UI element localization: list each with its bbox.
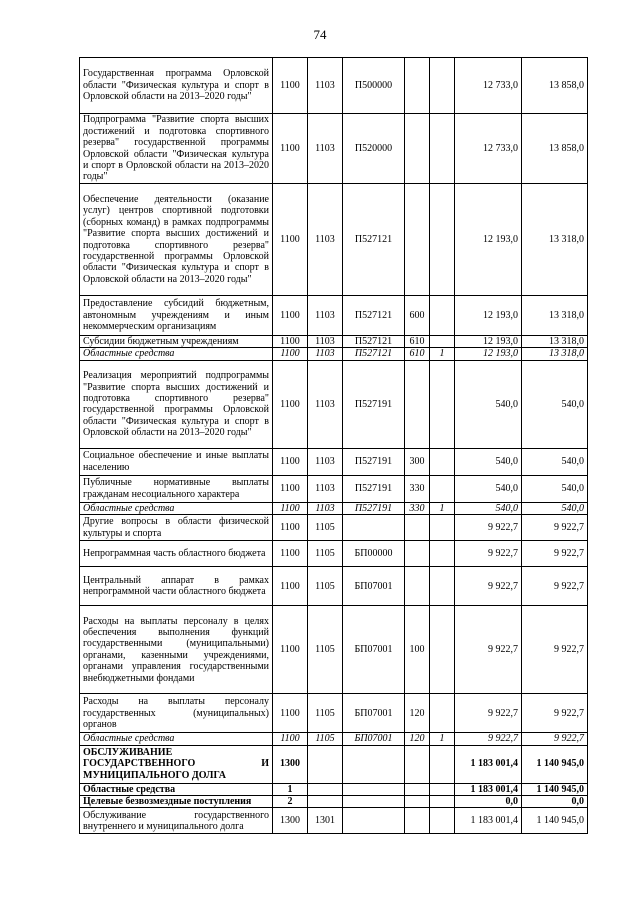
row-name-cell: Социальное обеспечение и иные выплаты населению <box>80 448 273 475</box>
source-code-cell <box>430 475 455 502</box>
source-code-cell: 1 <box>430 502 455 514</box>
expense-type-cell <box>405 58 430 114</box>
subsection-code-cell: 1103 <box>308 336 343 348</box>
source-code-cell <box>430 796 455 808</box>
row-name-cell: Реализация мероприятий подпрограммы "Развитие спорта высших достижений и подготовка спортивного резерва" государственной программы Орловской области "Физическая культура и спорт в Орловской области на 2013–2020 годы" <box>80 360 273 448</box>
row-name-cell: Субсидии бюджетным учреждениям <box>80 336 273 348</box>
section-code-cell: 1100 <box>273 475 308 502</box>
amount-2017-cell: 1 140 945,0 <box>522 745 588 783</box>
amount-2016-cell: 540,0 <box>455 360 522 448</box>
source-code-cell <box>430 694 455 733</box>
source-code-cell <box>430 745 455 783</box>
section-code-cell: 1100 <box>273 733 308 745</box>
amount-2016-cell: 12 733,0 <box>455 58 522 114</box>
table-row <box>80 114 588 184</box>
section-code-cell: 1100 <box>273 58 308 114</box>
section-code-cell: 1100 <box>273 541 308 567</box>
row-name-cell: Областные средства <box>80 783 273 795</box>
amount-2016-cell: 9 922,7 <box>455 606 522 694</box>
expense-type-cell <box>405 745 430 783</box>
table-row <box>80 808 588 834</box>
amount-2017-cell: 9 922,7 <box>522 733 588 745</box>
row-name-cell: Областные средства <box>80 733 273 745</box>
section-code-cell: 1100 <box>273 448 308 475</box>
subsection-code-cell: 1105 <box>308 606 343 694</box>
subsection-code-cell: 1103 <box>308 502 343 514</box>
amount-2017-cell: 540,0 <box>522 502 588 514</box>
subsection-code-cell: 1103 <box>308 184 343 296</box>
section-code-cell: 1100 <box>273 336 308 348</box>
source-code-cell <box>430 783 455 795</box>
section-code-cell: 1100 <box>273 184 308 296</box>
table-row <box>80 448 588 475</box>
amount-2017-cell: 13 858,0 <box>522 114 588 184</box>
amount-2016-cell: 1 183 001,4 <box>455 783 522 795</box>
amount-2017-cell: 9 922,7 <box>522 567 588 606</box>
subsection-code-cell: 1103 <box>308 448 343 475</box>
source-code-cell <box>430 296 455 336</box>
target-article-cell: БП00000 <box>343 541 405 567</box>
subsection-code-cell <box>308 745 343 783</box>
source-code-cell: 1 <box>430 733 455 745</box>
row-name-cell: Областные средства <box>80 502 273 514</box>
target-article-cell: П527191 <box>343 448 405 475</box>
source-code-cell <box>430 606 455 694</box>
expense-type-cell <box>405 184 430 296</box>
expense-type-cell: 600 <box>405 296 430 336</box>
source-code-cell <box>430 515 455 541</box>
expense-type-cell: 300 <box>405 448 430 475</box>
amount-2016-cell: 540,0 <box>455 502 522 514</box>
table-row <box>80 336 588 348</box>
table-row <box>80 348 588 360</box>
target-article-cell: П527121 <box>343 348 405 360</box>
source-code-cell <box>430 184 455 296</box>
target-article-cell: БП07001 <box>343 567 405 606</box>
amount-2017-cell: 540,0 <box>522 448 588 475</box>
target-article-cell: П527121 <box>343 184 405 296</box>
amount-2016-cell: 12 733,0 <box>455 114 522 184</box>
amount-2016-cell: 9 922,7 <box>455 567 522 606</box>
amount-2017-cell: 0,0 <box>522 796 588 808</box>
target-article-cell: БП07001 <box>343 733 405 745</box>
section-code-cell: 1100 <box>273 348 308 360</box>
source-code-cell <box>430 58 455 114</box>
expense-type-cell <box>405 808 430 834</box>
target-article-cell <box>343 515 405 541</box>
row-name-cell: Обслуживание государственного внутреннего и муниципального долга <box>80 808 273 834</box>
subsection-code-cell: 1103 <box>308 296 343 336</box>
subsection-code-cell: 1105 <box>308 694 343 733</box>
amount-2016-cell: 9 922,7 <box>455 541 522 567</box>
subsection-code-cell: 1105 <box>308 733 343 745</box>
expense-type-cell <box>405 515 430 541</box>
amount-2016-cell: 1 183 001,4 <box>455 745 522 783</box>
source-code-cell <box>430 114 455 184</box>
target-article-cell: БП07001 <box>343 694 405 733</box>
table-row <box>80 184 588 296</box>
amount-2017-cell: 9 922,7 <box>522 694 588 733</box>
expense-type-cell <box>405 360 430 448</box>
row-name-cell: ОБСЛУЖИВАНИЕ ГОСУДАРСТВЕННОГО И МУНИЦИПАЛЬНОГО ДОЛГА <box>80 745 273 783</box>
row-name-cell: Предоставление субсидий бюджетным, автономным учреждениям и иным некоммерческим организациям <box>80 296 273 336</box>
expense-type-cell <box>405 541 430 567</box>
section-code-cell: 1100 <box>273 694 308 733</box>
amount-2016-cell: 0,0 <box>455 796 522 808</box>
target-article-cell: П527191 <box>343 360 405 448</box>
amount-2016-cell: 540,0 <box>455 475 522 502</box>
source-code-cell <box>430 567 455 606</box>
amount-2017-cell: 9 922,7 <box>522 606 588 694</box>
source-code-cell <box>430 448 455 475</box>
table-row <box>80 567 588 606</box>
table-row <box>80 541 588 567</box>
subsection-code-cell: 1301 <box>308 808 343 834</box>
amount-2017-cell: 1 140 945,0 <box>522 808 588 834</box>
source-code-cell <box>430 541 455 567</box>
table-row <box>80 502 588 514</box>
row-name-cell: Подпрограмма "Развитие спорта высших достижений и подготовка спортивного резерва" государственной программы Орловской области "Физическая культура и спорт в Орловской области на 2013–2020 годы" <box>80 114 273 184</box>
section-code-cell: 1100 <box>273 114 308 184</box>
expense-type-cell: 330 <box>405 475 430 502</box>
amount-2016-cell: 12 193,0 <box>455 348 522 360</box>
amount-2016-cell: 9 922,7 <box>455 694 522 733</box>
amount-2016-cell: 1 183 001,4 <box>455 808 522 834</box>
target-article-cell <box>343 796 405 808</box>
expense-type-cell: 610 <box>405 336 430 348</box>
table-row <box>80 296 588 336</box>
section-code-cell: 2 <box>273 796 308 808</box>
row-name-cell: Государственная программа Орловской области "Физическая культура и спорт в Орловской области на 2013–2020 годы" <box>80 58 273 114</box>
subsection-code-cell: 1105 <box>308 541 343 567</box>
subsection-code-cell: 1105 <box>308 515 343 541</box>
amount-2017-cell: 540,0 <box>522 475 588 502</box>
subsection-code-cell: 1103 <box>308 475 343 502</box>
subsection-code-cell <box>308 783 343 795</box>
row-name-cell: Обеспечение деятельности (оказание услуг) центров спортивной подготовки (сборных команд) в рамках подпрограммы "Развитие спорта высших достижений и подготовка спортивного резерва" государственной программы Орловской области "Физическая культура и спорт в Орловской области на 2013–2020 годы" <box>80 184 273 296</box>
section-code-cell: 1100 <box>273 502 308 514</box>
section-code-cell: 1100 <box>273 515 308 541</box>
target-article-cell: П527191 <box>343 475 405 502</box>
section-code-cell: 1300 <box>273 808 308 834</box>
row-name-cell: Центральный аппарат в рамках непрограммной части областного бюджета <box>80 567 273 606</box>
target-article-cell: П500000 <box>343 58 405 114</box>
budget-table <box>79 57 588 834</box>
table-row <box>80 360 588 448</box>
expense-type-cell <box>405 567 430 606</box>
section-code-cell: 1 <box>273 783 308 795</box>
expense-type-cell: 120 <box>405 733 430 745</box>
table-row <box>80 733 588 745</box>
row-name-cell: Непрограммная часть областного бюджета <box>80 541 273 567</box>
amount-2016-cell: 12 193,0 <box>455 296 522 336</box>
expense-type-cell: 610 <box>405 348 430 360</box>
amount-2017-cell: 540,0 <box>522 360 588 448</box>
subsection-code-cell: 1105 <box>308 567 343 606</box>
row-name-cell: Областные средства <box>80 348 273 360</box>
target-article-cell <box>343 808 405 834</box>
row-name-cell: Расходы на выплаты персоналу в целях обеспечения выполнения функций государственными (муниципальными) органами, казенными учреждениями, органами управления государственными внебюджетными фондами <box>80 606 273 694</box>
subsection-code-cell: 1103 <box>308 58 343 114</box>
expense-type-cell: 330 <box>405 502 430 514</box>
target-article-cell: П527121 <box>343 296 405 336</box>
amount-2016-cell: 12 193,0 <box>455 336 522 348</box>
amount-2017-cell: 13 318,0 <box>522 296 588 336</box>
expense-type-cell <box>405 114 430 184</box>
row-name-cell: Расходы на выплаты персоналу государственных (муниципальных) органов <box>80 694 273 733</box>
table-row <box>80 58 588 114</box>
target-article-cell: П527191 <box>343 502 405 514</box>
subsection-code-cell <box>308 796 343 808</box>
subsection-code-cell: 1103 <box>308 348 343 360</box>
amount-2017-cell: 13 318,0 <box>522 348 588 360</box>
target-article-cell: П527121 <box>343 336 405 348</box>
amount-2017-cell: 9 922,7 <box>522 515 588 541</box>
source-code-cell: 1 <box>430 348 455 360</box>
table-row <box>80 475 588 502</box>
row-name-cell: Целевые безвозмездные поступления <box>80 796 273 808</box>
amount-2016-cell: 9 922,7 <box>455 733 522 745</box>
source-code-cell <box>430 336 455 348</box>
amount-2017-cell: 13 318,0 <box>522 184 588 296</box>
row-name-cell: Публичные нормативные выплаты гражданам несоциального характера <box>80 475 273 502</box>
table-row <box>80 745 588 783</box>
amount-2016-cell: 12 193,0 <box>455 184 522 296</box>
subsection-code-cell: 1103 <box>308 360 343 448</box>
table-row <box>80 515 588 541</box>
table-row <box>80 606 588 694</box>
amount-2017-cell: 13 318,0 <box>522 336 588 348</box>
expense-type-cell <box>405 796 430 808</box>
page-number: 74 <box>313 27 327 42</box>
amount-2017-cell: 9 922,7 <box>522 541 588 567</box>
expense-type-cell: 120 <box>405 694 430 733</box>
source-code-cell <box>430 360 455 448</box>
table-row <box>80 796 588 808</box>
section-code-cell: 1100 <box>273 606 308 694</box>
subsection-code-cell: 1103 <box>308 114 343 184</box>
amount-2016-cell: 9 922,7 <box>455 515 522 541</box>
amount-2017-cell: 13 858,0 <box>522 58 588 114</box>
section-code-cell: 1300 <box>273 745 308 783</box>
amount-2016-cell: 540,0 <box>455 448 522 475</box>
source-code-cell <box>430 808 455 834</box>
target-article-cell: П520000 <box>343 114 405 184</box>
section-code-cell: 1100 <box>273 360 308 448</box>
amount-2017-cell: 1 140 945,0 <box>522 783 588 795</box>
row-name-cell: Другие вопросы в области физической культуры и спорта <box>80 515 273 541</box>
expense-type-cell <box>405 783 430 795</box>
section-code-cell: 1100 <box>273 296 308 336</box>
target-article-cell: БП07001 <box>343 606 405 694</box>
expense-type-cell: 100 <box>405 606 430 694</box>
table-row <box>80 694 588 733</box>
target-article-cell <box>343 745 405 783</box>
target-article-cell <box>343 783 405 795</box>
section-code-cell: 1100 <box>273 567 308 606</box>
table-row <box>80 783 588 795</box>
